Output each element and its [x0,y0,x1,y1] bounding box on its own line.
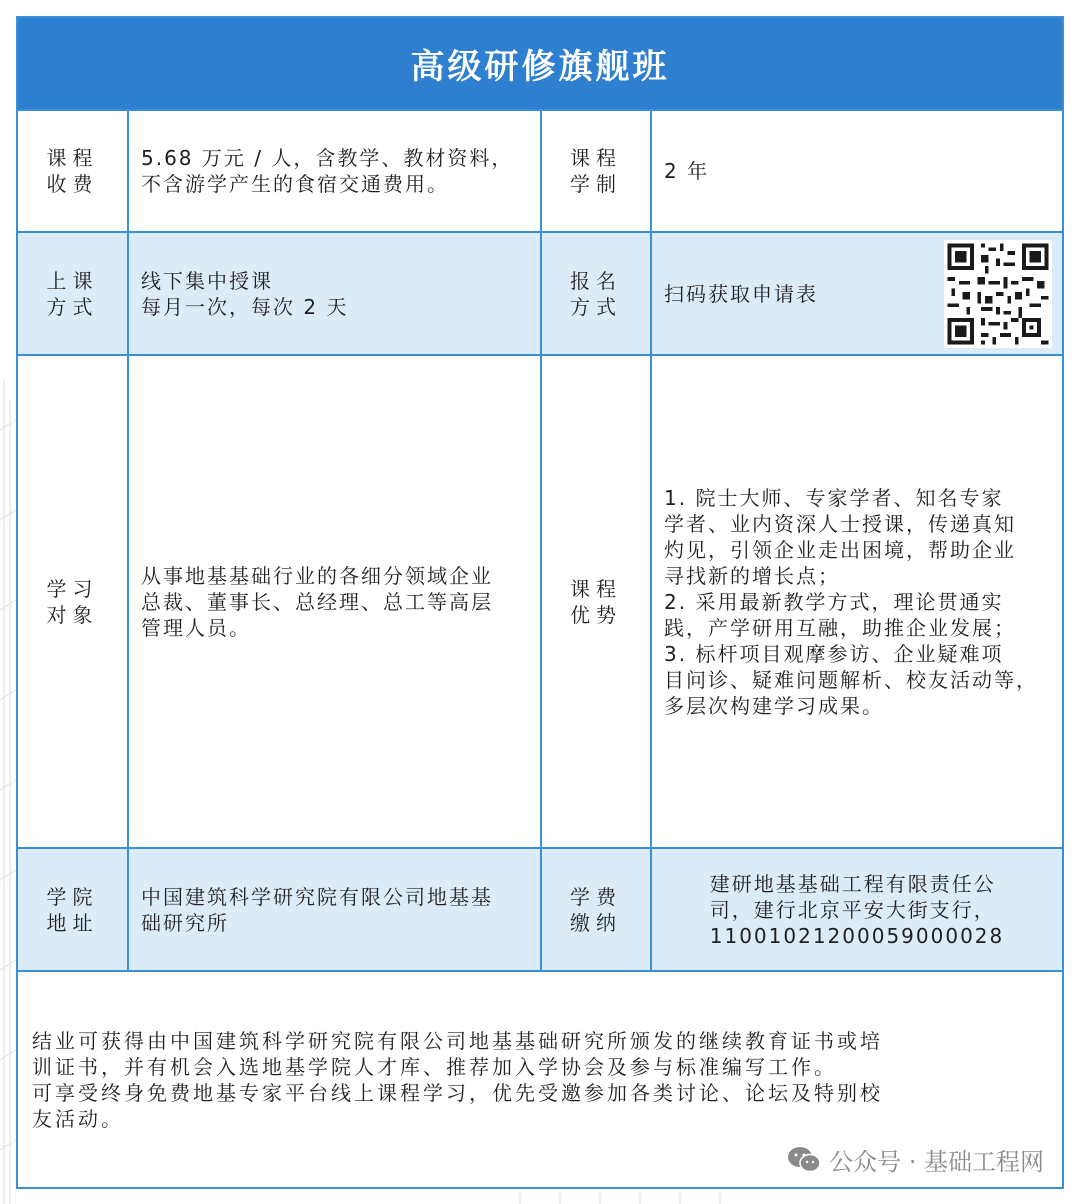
enroll-label: 报名 方式 [570,268,622,319]
class-mode-label: 上课 方式 [46,268,99,319]
payment-value: 建研地基基础工程有限责任公 司，建行北京平安大街支行， 11001021200059000028 [709,871,1005,948]
table-row [18,354,1062,847]
duration-value: 2 年 [664,159,710,183]
fee-value: 5.68 万元 / 人，含教学、教材资料， 不含游学产生的食宿交通费用。 [141,146,514,196]
audience-label: 学习 对象 [46,576,99,627]
duration-label: 课程 学制 [570,146,622,196]
class-mode-value: 线下集中授课 每月一次，每次 2 天 [141,268,349,319]
address-value: 中国建筑科学研究院有限公司地基基 础研究所 [141,884,493,935]
enroll-value: 扫码获取申请表 [664,281,818,306]
table-row [18,847,1062,970]
page-title: 高级研修旗舰班 [18,18,1062,109]
advantages-label: 课程 优势 [570,576,622,627]
watermark-text: 公众号 · 基础工程网 [829,1148,1044,1176]
wechat-icon [787,1146,821,1174]
footer-notes [18,970,1062,1187]
watermark [787,1142,1044,1177]
advantages-value: 1. 院士大师、专家学者、知名专家 学者、业内资深人士授课，传递真知 灼见，引领企业走出困境，帮助企业 寻找新的增长点； 2. 采用最新教学方式，理论贯通实 践，产学研用互融，助推企业发展； 3. 标杆项目观摩参访、企业疑难项 目问诊、疑难问题解析、校友活动等， 多层次构建学习成果。 [664,485,1038,718]
payment-label: 学费 缴纳 [570,884,622,935]
address-label: 学院 地址 [46,884,99,935]
course-info-card [16,16,1064,1189]
table-row [18,231,1062,354]
fee-label: 课程 收费 [46,146,99,196]
table-row [18,109,1062,231]
audience-value: 从事地基基础行业的各细分领域企业 总裁、董事长、总经理、总工等高层 管理人员。 [141,563,493,640]
footer-text: 结业可获得由中国建筑科学研究院有限公司地基基础研究所颁发的继续教育证书或培 训证书，并有机会入选地基学院人才库、推荐加入学协会及参与标准编写工作。 可享受终身免费地基专家平台线上课程学习，优先受邀参加各类讨论、论坛及特别校 友活动。 [32,1029,883,1131]
qr-code-icon[interactable] [944,240,1052,348]
